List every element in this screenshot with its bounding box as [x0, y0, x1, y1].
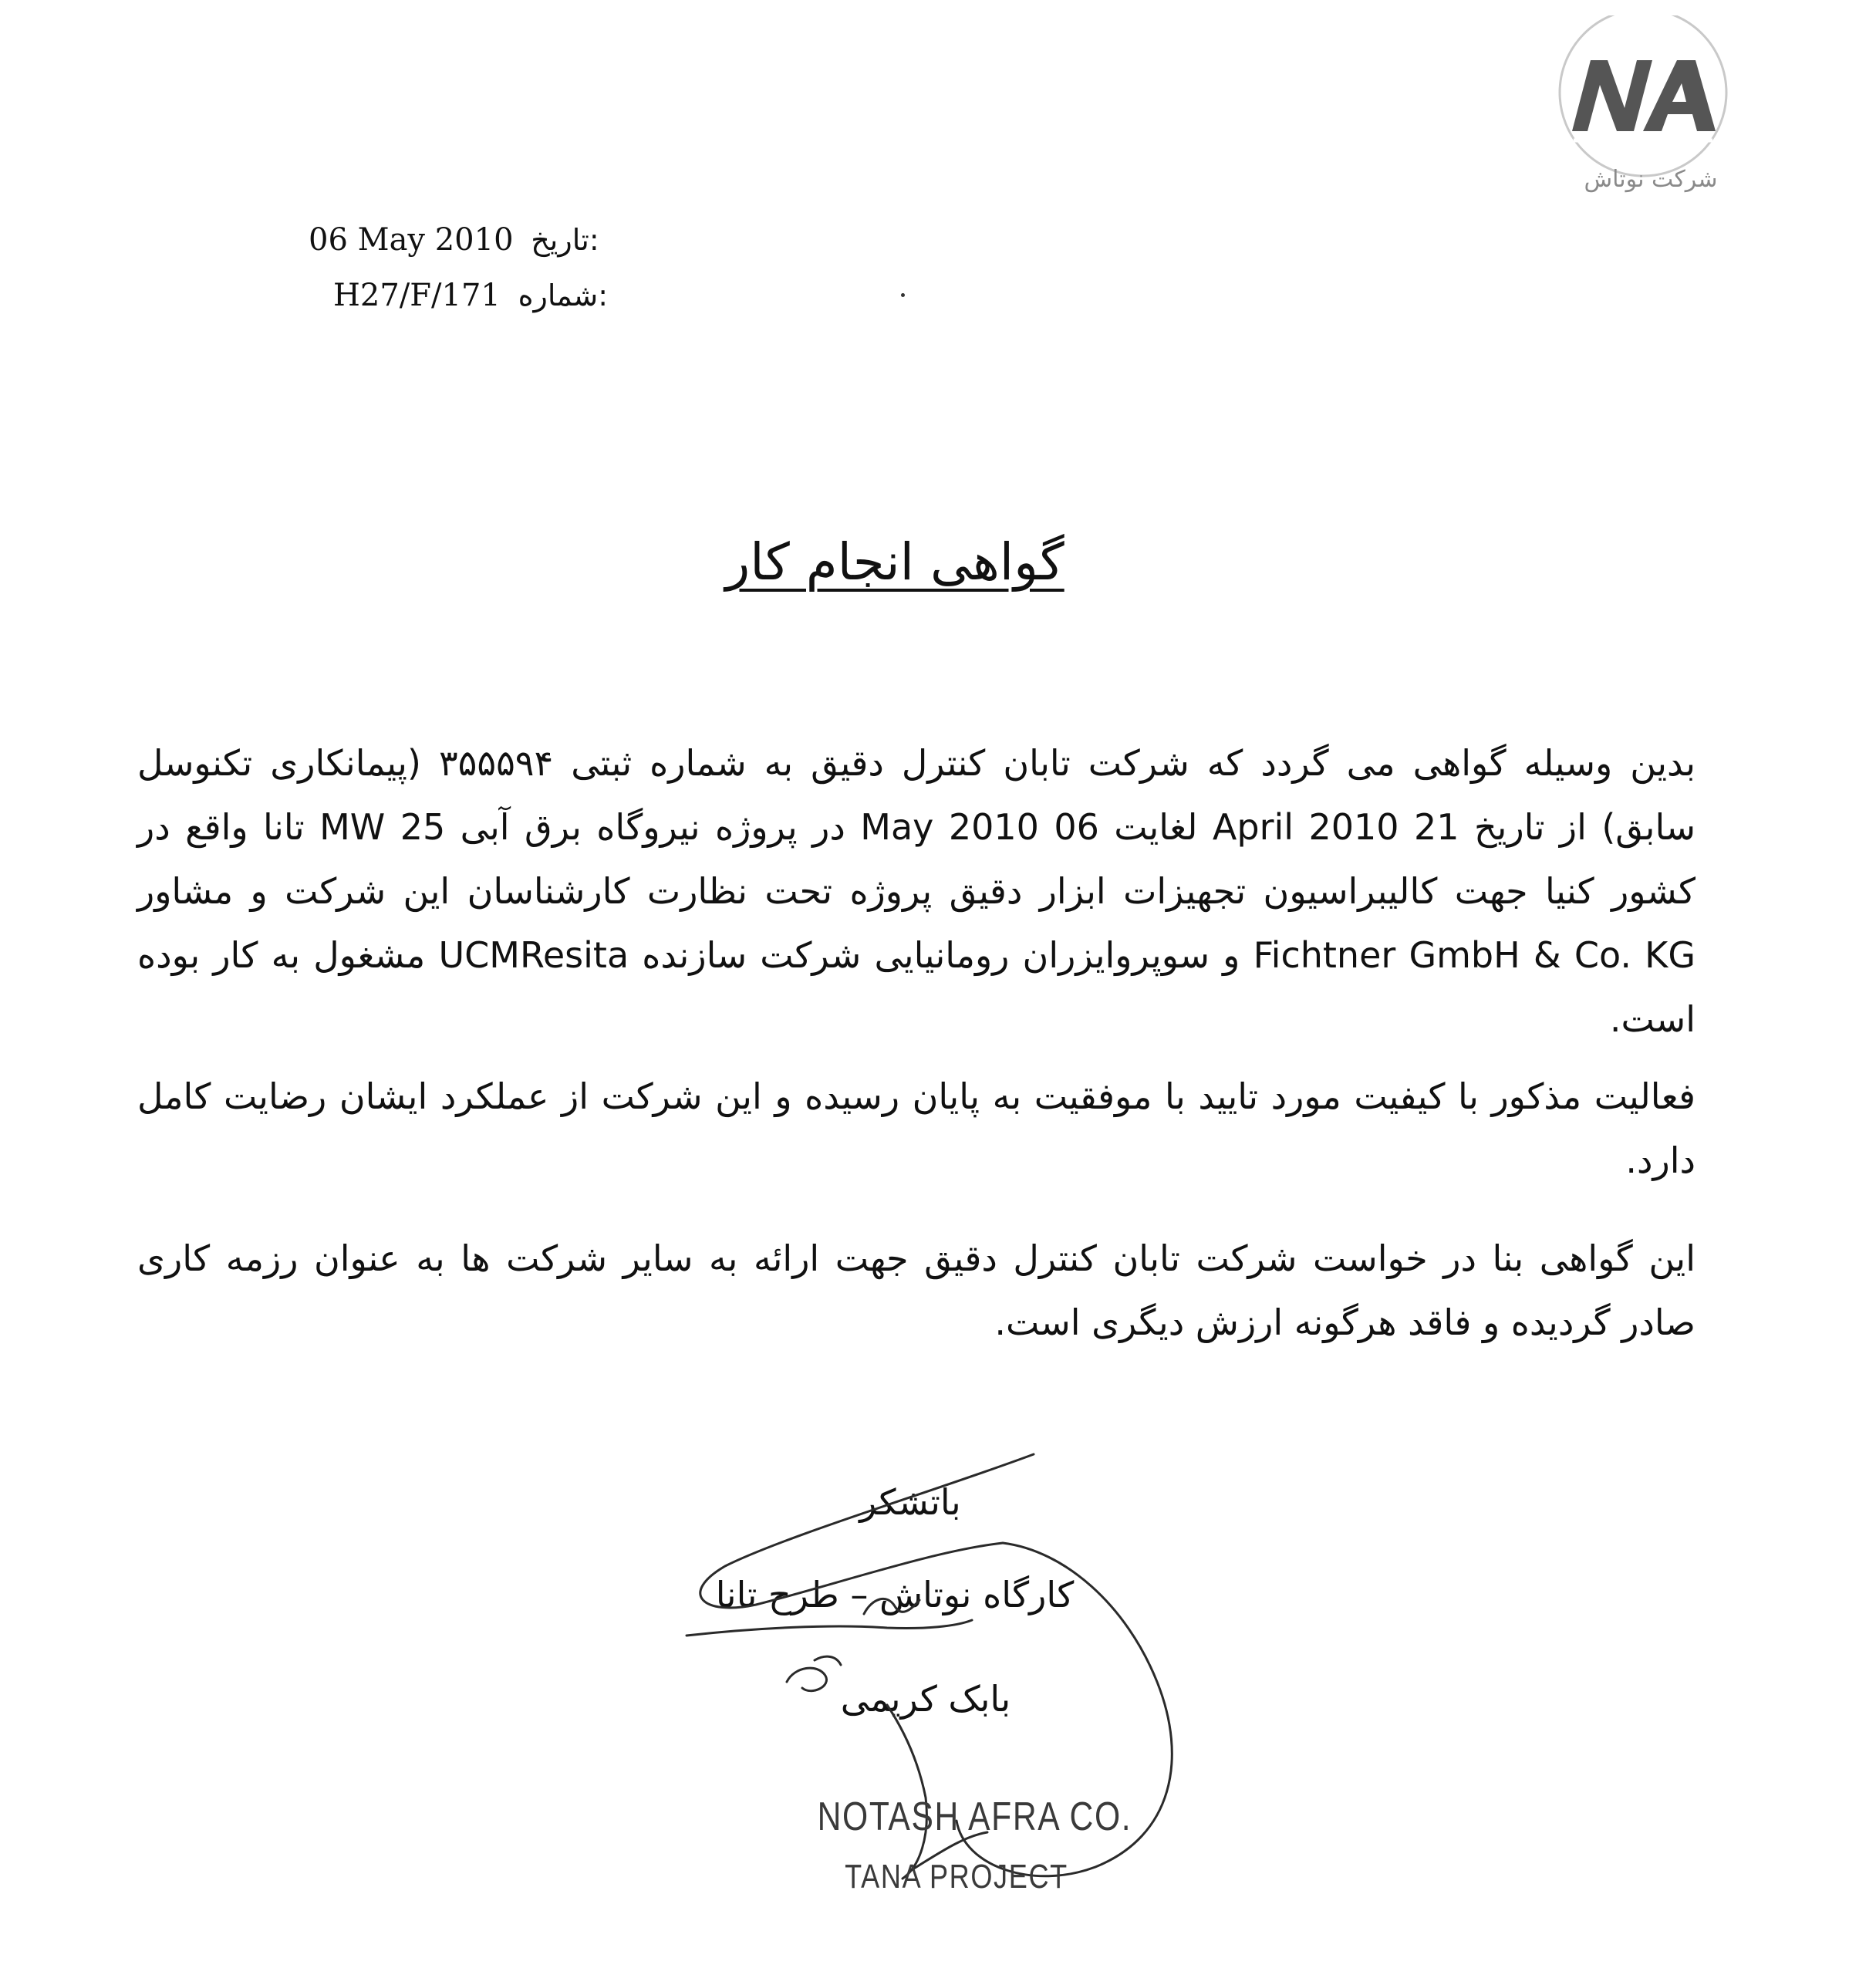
stamp-line-company: NOTASH AFRA CO.: [817, 1794, 1132, 1839]
date-value: 06 May 2010: [309, 222, 514, 258]
document-title: گواهی انجام کار: [725, 532, 1065, 592]
date-label: تاریخ:: [531, 223, 599, 257]
reference-number-line: [333, 278, 608, 313]
closing-thanks: باتشکر: [859, 1481, 961, 1523]
reference-number-label: شماره:: [518, 279, 609, 312]
body-paragraph-3: این گواهی بنا در خواست شرکت تابان کنترل دقیق جهت ارائه به سایر شرکت ها به عنوان رزمه کاری صادر گردیده و فاقد هرگونه ارزش دیگری است.: [137, 1237, 1695, 1343]
closing-organization: کارگاه نوتاش – طرح تانا: [715, 1574, 1075, 1615]
reference-number-value: H27/F/171: [333, 278, 501, 313]
company-caption: شرکت نوتاش: [1584, 166, 1718, 193]
stamp-line-project: TANA PROJECT: [845, 1858, 1068, 1896]
signer-name: بابک کریمی: [840, 1678, 1011, 1720]
body-paragraph-1: بدین وسیله گواهی می گردد که شرکت تابان کنترل دقیق به شماره ثبتی ۳۵۵۵۹۴ (پیمانکاری تکنوسل سابق) از تاریخ 21 April 2010 لغایت 06 May 2010 در پروژه نیروگاه برق آبی 25 MW تانا واقع در کشور کنیا جهت کالیبراسیون تجهیزات ابزار دقیق پروژه تحت نظارت کارشناسان این شرکت و مشاور Fichtner GmbH & Co. KG و سوپروایزران رومانیایی شرکت سازنده UCMResita مشغول به کار بوده است.: [137, 742, 1696, 1040]
date-line: [309, 222, 599, 258]
scan-speck: [901, 293, 905, 297]
body-paragraph-2: فعالیت مذکور با کیفیت مورد تایید با موفقیت به پایان رسیده و این شرکت از عملکرد ایشان رضایت کامل دارد.: [137, 1075, 1695, 1181]
